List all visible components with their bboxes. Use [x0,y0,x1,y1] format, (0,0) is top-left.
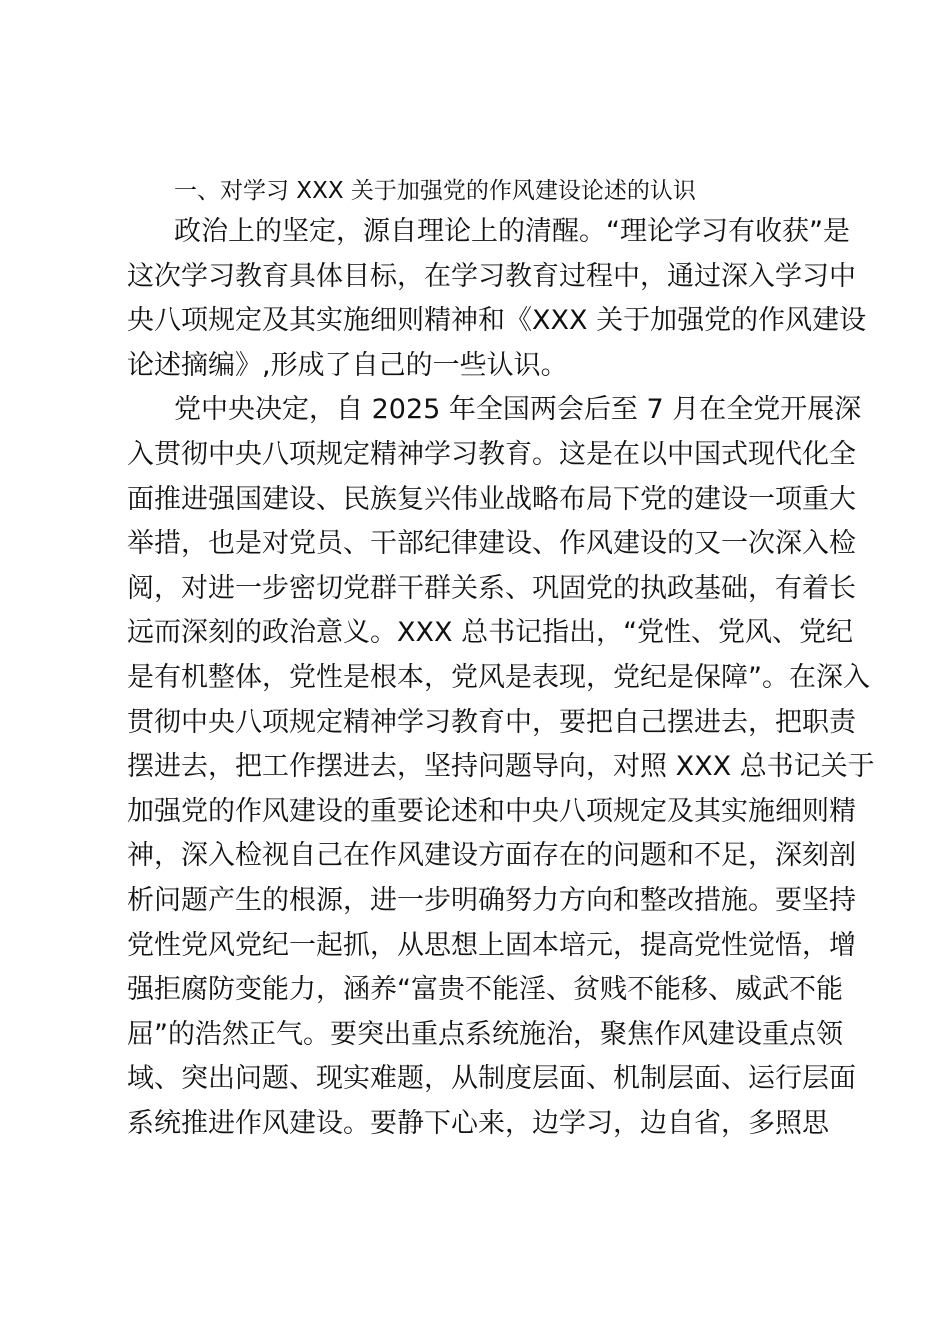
section-heading: 一、对学习 XXX 关于加强党的作风建设论述的认识 [174,178,696,204]
paragraph-line: 面推进强国建设、民族复兴伟业战略布局下党的建设一项重大 [127,483,856,515]
paragraph-line: 是有机整体，党性是根本，党风是表现，党纪是保障”。在深入 [127,661,870,693]
paragraph-line: 远而深刻的政治意义。XXX 总书记指出，“党性、党风、党纪 [127,617,854,649]
paragraph-line: 政治上的坚定，源自理论上的清醒。“理论学习有收获”是 [174,216,850,247]
paragraph-line: 摆进去，把工作摆进去，坚持问题导向，对照 XXX 总书记关于 [127,751,875,783]
paragraph-line: 央八项规定及其实施细则精神和《XXX 关于加强党的作风建设 [127,305,867,337]
paragraph-line: 析问题产生的根源，进一步明确努力方向和整改措施。要坚持 [127,884,856,916]
paragraph-line: 神，深入检视自己在作风建设方面存在的问题和不足，深刻剖 [127,840,856,872]
paragraph-line: 域、突出问题、现实难题，从制度层面、机制层面、运行层面 [127,1063,856,1095]
paragraph-line: 这次学习教育具体目标，在学习教育过程中，通过深入学习中 [127,260,856,292]
document-body [127,173,875,1146]
paragraph-line: 入贯彻中央八项规定精神学习教育。这是在以中国式现代化全 [127,438,856,470]
paragraph-line: 党中央决定，自 2025 年全国两会后至 7 月在全党开展深 [174,394,862,426]
paragraph-line: 贯彻中央八项规定精神学习教育中，要把自己摆进去，把职责 [127,706,856,738]
paragraph-line: 举措，也是对党员、干部纪律建设、作风建设的又一次深入检 [127,528,856,560]
paragraph-line: 加强党的作风建设的重要论述和中央八项规定及其实施细则精 [127,795,856,827]
paragraph-line: 论述摘编》,形成了自己的一些认识。 [127,349,568,381]
paragraph-1 [127,210,867,388]
paragraph-line: 系统推进作风建设。要静下心来，边学习，边自省，多照思 [127,1107,829,1139]
paragraph-2 [127,388,875,1146]
paragraph-line: 强拒腐防变能力，涵养“富贵不能淫、贫贱不能移、威武不能 [127,974,843,1006]
paragraph-line: 屈”的浩然正气。要突出重点系统施治，聚焦作风建设重点领 [127,1018,843,1050]
paragraph-line: 阅，对进一步密切党群干群关系、巩固党的执政基础，有着长 [127,572,856,604]
paragraph-line: 党性党风党纪一起抓，从思想上固本培元，提高党性觉悟，增 [127,929,856,961]
